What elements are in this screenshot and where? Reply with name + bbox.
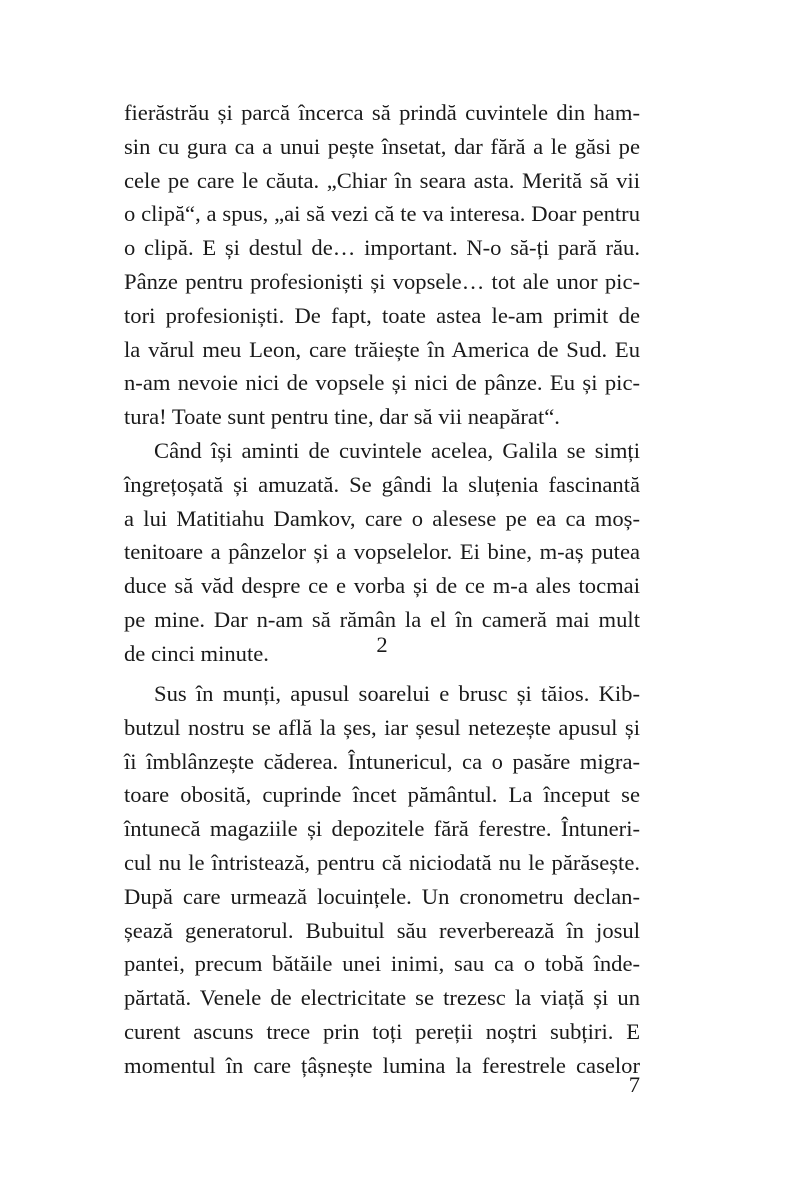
paragraph-1 — [124, 96, 640, 434]
text-line: cul nu le întristează, pentru că niciodată nu le părăsește. — [124, 849, 640, 875]
text-line: butzul nostru se află la șes, iar șesul netezește apusul și — [124, 714, 640, 740]
chapter-number: 2 — [376, 632, 388, 657]
text-line: îngrețoșată și amuzată. Se gândi la sluțenia fascinantă — [124, 471, 640, 497]
text-line: o clipă. E și destul de… important. N-o să-ți pară rău. — [124, 235, 640, 261]
text-line: sin cu gura ca a unui pește însetat, dar fără a le găsi pe — [124, 133, 640, 159]
paragraph-3 — [124, 677, 640, 1083]
text-line: la vărul meu Leon, care trăiește în America de Sud. Eu — [124, 336, 640, 362]
text-line: duce să văd despre ce e vorba și de ce m-a ales tocmai — [124, 573, 640, 599]
text-line: fierăstrău și parcă încerca să prindă cuvintele din ham- — [124, 100, 640, 125]
text-line: curent ascuns trece prin toți pereții noștri subțiri. E — [124, 1018, 640, 1044]
text-line: a lui Matitiahu Damkov, care o alesese pe ea ca moș- — [124, 505, 640, 531]
text-line: pantei, precum bătăile unei inimi, sau ca o tobă înde- — [124, 951, 640, 977]
text-line: îi îmblânzește căderea. Întunericul, ca o pasăre migra- — [124, 748, 640, 774]
text-line: După care urmează locuințele. Un cronometru declan- — [124, 883, 640, 909]
book-page — [124, 96, 640, 1078]
text-line: Pânze pentru profesioniști și vopsele… tot ale unor pic- — [124, 268, 640, 294]
text-line: o clipă“, a spus, „ai să vezi că te va interesa. Doar pentru — [124, 201, 640, 227]
text-line: Sus în munți, apusul soarelui e brusc și tăios. Kib- — [154, 681, 640, 706]
text-line: întunecă magaziile și depozitele fără ferestre. Întuneri- — [124, 816, 640, 842]
text-line: momentul în care țâșnește lumina la ferestrele caselor — [124, 1052, 640, 1078]
text-line: părtată. Venele de electricitate se trezesc la viață și un — [124, 985, 640, 1011]
page-number: 7 — [628, 1072, 640, 1097]
text-line: toare obosită, cuprinde încet pământul. La început se — [124, 782, 640, 808]
text-line: șează generatorul. Bubuitul său reverberează în josul — [124, 917, 640, 943]
text-line: Când își aminti de cuvintele acelea, Galila se simți — [154, 437, 640, 463]
text-line: tori profesioniști. De fapt, toate astea le-am primit de — [124, 302, 640, 328]
text-line: de cinci minute. — [124, 640, 269, 666]
text-line: cele pe care le căuta. „Chiar în seara asta. Merită să vii — [124, 167, 640, 193]
text-line: n-am nevoie nici de vopsele și nici de pânze. Eu și pic- — [124, 370, 640, 396]
text-line: tura! Toate sunt pentru tine, dar să vii neapărat“. — [124, 404, 560, 430]
text-line: tenitoare a pânzelor și a vopselelor. Ei bine, m-aș putea — [124, 539, 640, 565]
text-line: pe mine. Dar n-am să rămân la el în cameră mai mult — [124, 606, 640, 632]
